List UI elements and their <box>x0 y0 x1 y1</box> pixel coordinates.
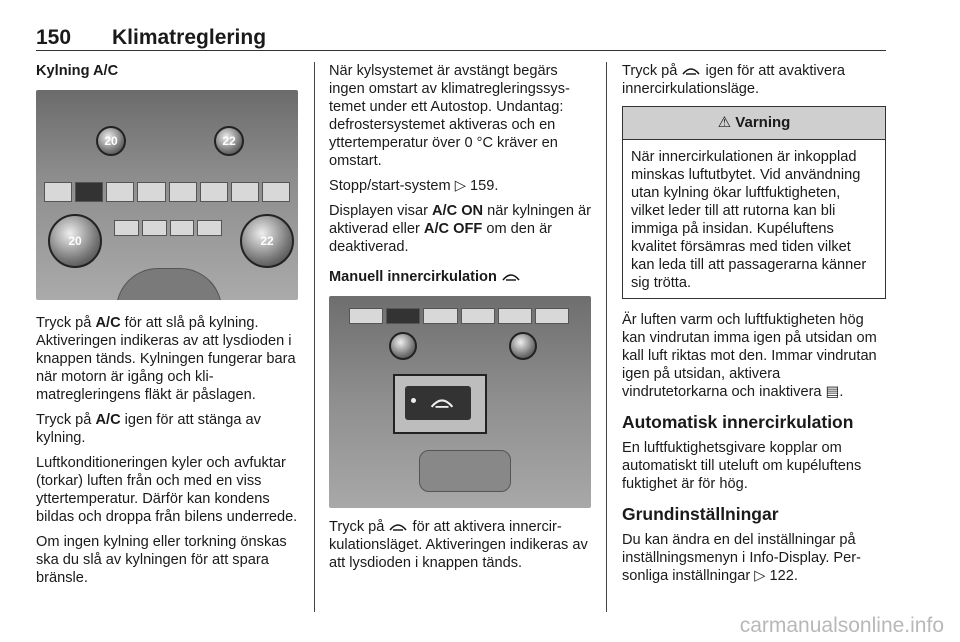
paragraph: Stopp/start-system ▷ 159. <box>329 178 499 194</box>
paragraph: Tryck på A/C för att slå på kylning. Aktiveringen indikeras av att lysdioden i knappen tänds. Kylningen fungerar bara när motorn är igång och klimatregleringens fläkt är påslagen. <box>36 315 296 403</box>
led-indicator-icon <box>411 398 416 403</box>
column-3 <box>622 62 886 592</box>
gear-shifter <box>116 268 222 300</box>
paragraph: Är luften varm och luftfuktigheten hög kan vindrutan imma igen på utsidan om kall luft riktas mot den. Immar vindrutan igen på utsidan, aktivera vindrutetorkarna och inaktivera ▤. <box>622 312 877 400</box>
recirculation-icon <box>429 396 455 410</box>
button-row <box>44 182 290 200</box>
column-divider <box>606 62 607 612</box>
recirculation-button <box>405 386 471 420</box>
small-knob <box>389 332 417 360</box>
column-2 <box>329 62 591 579</box>
windshield-defrost-icon: ▤ <box>825 384 840 400</box>
paragraph: En luftfuktighetsgivare kopplar om automatiskt till uteluft om kupéluftens fuktighet är för hög. <box>622 440 862 492</box>
warning-box <box>622 106 886 299</box>
section-heading-default-settings: Grundinställningar <box>622 504 779 524</box>
section-heading-recirculation: Manuell innercirkulation <box>329 268 591 286</box>
button-row <box>349 308 569 322</box>
paragraph: Luftkonditioneringen kyler och avfuktar (torkar) luften från och med en viss yttertemperatur. Därför kan kondens bildas och droppa från bilens underrede. <box>36 455 298 525</box>
paragraph: Tryck på A/C igen för att stänga av kylning. <box>36 412 261 446</box>
paragraph: När kylsystemet är avstängt begärs ingen omstart av klimatregleringssystemet under ett Autostop. Undantag: defrostersystemet aktiveras och en yttertemperatur över 0 °C kräver en omstart. <box>329 63 570 169</box>
warning-title: Varning <box>735 114 791 131</box>
small-knob-left: 20 <box>96 126 126 156</box>
warning-text: När innercirkulationen är inkopplad minskas luftutbytet. Vid användning utan kylning ökar luftfuktigheten, vilket leder till att rutorna kan bli immiga på insidan. Kupéluftens kvalitet försämras med tiden vilket kan leda till att passagerarna känner sig trötta. <box>631 149 867 291</box>
paragraph: Tryck på för att aktivera innercirkulationsläget. Aktiveringen indikeras av att lysdioden i knappen tänds. <box>329 519 588 571</box>
button-row-lower <box>114 220 222 234</box>
paragraph: Tryck på igen för att avaktivera innercirkulationsläge. <box>622 63 846 97</box>
page-ref-arrow-icon: ▷ <box>454 178 466 194</box>
paragraph: Om ingen kylning eller torkning önskas ska du slå av kylningen för att spara bränsle. <box>36 534 287 586</box>
paragraph: Displayen visar A/C ON när kylningen är aktiverad eller A/C OFF om den är deaktiverad. <box>329 203 591 255</box>
temp-knob-right: 22 <box>240 214 294 268</box>
section-heading-ac: Kylning A/C <box>36 63 119 79</box>
recirculation-icon <box>388 522 408 532</box>
recirculation-button-photo <box>329 296 591 508</box>
page-number: 150 <box>36 26 72 49</box>
section-heading-auto-recirculation: Automatisk innercirkulation <box>622 412 854 432</box>
zoom-inset <box>393 374 487 434</box>
small-knob <box>509 332 537 360</box>
column-divider <box>314 62 315 612</box>
column-1 <box>36 62 298 594</box>
chapter-title: Klimatreglering <box>112 26 267 49</box>
page-header <box>36 24 886 51</box>
paragraph: Du kan ändra en del inställningar på inställningsmenyn i Info-Display. Personliga inställningar ▷ 122. <box>622 532 862 584</box>
warning-header <box>623 107 885 140</box>
small-knob-right: 22 <box>214 126 244 156</box>
temp-knob-left: 20 <box>48 214 102 268</box>
watermark: carmanualsonline.info <box>739 614 944 637</box>
console-tray <box>419 450 511 492</box>
climate-panel-photo <box>36 90 298 300</box>
warning-triangle-icon: ⚠ <box>717 114 732 131</box>
recirculation-icon <box>501 272 521 282</box>
recirculation-icon <box>681 66 701 76</box>
page-ref-arrow-icon: ▷ <box>754 568 766 584</box>
